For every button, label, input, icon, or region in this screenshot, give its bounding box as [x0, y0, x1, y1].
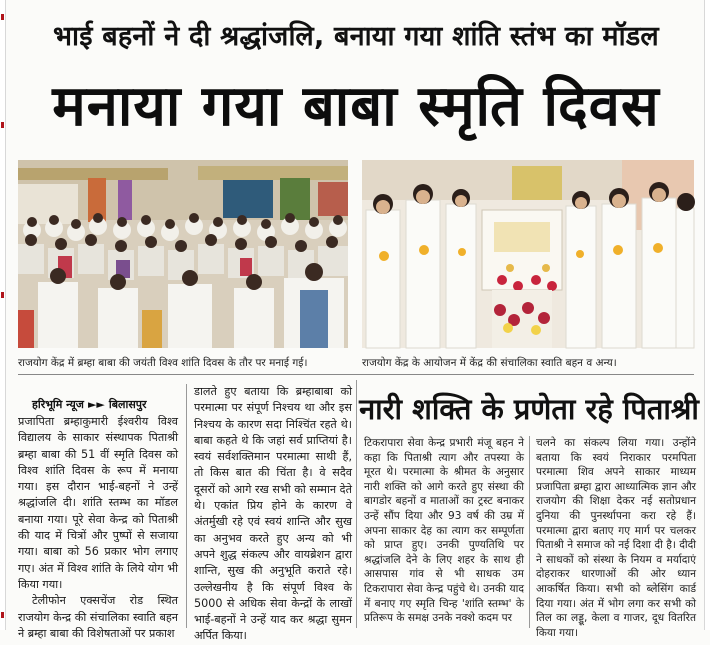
article-column: [18, 414, 178, 640]
paragraph: डालते हुए बताया कि ब्रम्हाबाबा को परमात्मा पर संपूर्ण निश्चय था और इस निश्चय के कारण सदा निश्चिंत रहते थे। बाबा कहते थे कि जहां सर्व प्राप्तियां है। स्वयं सर्वशक्तिमान परमात्मा साथी हैं, तो किस बात की चिंता है। वे सदैव दूसरों को आगे रख सभी को सम्मान देते थे। एकांत प्रिय होने के कारण वे अंतर्मुखी रहे एवं स्वयं शान्ति और सुख का अनुभव करते हुए अन्य को भी अपने शुद्ध संकल्प और वायब्रेशन द्वारा शान्ति, सुख की अनुभूति कराते रहे। उल्लेखनीय है कि संपूर्ण विश्व के 5000 से अधिक सेवा केन्द्रों के लाखों भाई-बहनों ने उन्हें याद कर श्रद्धा सुमन अर्पित किया।: [194, 385, 352, 643]
photo-gathering: [18, 160, 348, 348]
secondary-headline: नारी शक्ति के प्रणेता रहे पिताश्री: [359, 391, 699, 426]
news-location: बिलासपुर: [108, 398, 147, 411]
main-headline: मनाया गया बाबा स्मृति दिवस: [52, 74, 660, 139]
edge-mark: [1, 612, 4, 618]
paragraph: टिकरापारा सेवा केन्द्र प्रभारी मंजू बहन ने कहा कि पिताश्री त्याग और तपस्या के मूरत थे। परमात्मा के श्रीमत के अनुसार नारी शक्ति को आगे करते हुए संस्था की बागडोर बहनों व माताओं का ट्रस्ट बनाकर उन्हें सौंप दिया और 93 वर्ष की उम्र में अपना साकार देह का त्याग कर सम्पूर्णता को प्राप्त हुए। उनकी पुण्यतिथि पर श्रद्धांजलि देने के लिए शहर के साथ ही आसपास गांव से भी साधक उम टिकरापारा सेवा केन्द्र पहुंचे थे। उनकी याद में बनाए गए स्मृति चिन्ह 'शांति स्तम्भ' के प्रतिरूप के समक्ष उनके नक्शे कदम पर: [364, 437, 524, 625]
sub-headline: भाई बहनों ने दी श्रद्धांजलि, बनाया गया शांति स्तंभ का मॉडल: [53, 20, 659, 52]
edge-mark: [1, 14, 4, 20]
article-column: [194, 384, 352, 643]
divider: [18, 374, 694, 375]
paragraph: प्रजापिता ब्रम्हाकुमारी ईश्वरीय विश्व विद्यालय के साकार संस्थापक पिताश्री ब्रम्हा बाबा की 51 वीं स्मृति दिवस को विश्व शांति दिवस के रूप में मनाया गया। इस दौरान भाई-बहनों ने उन्हें श्रद्धांजलि दी। शांति स्तम्भ का मॉडल बनाया गया। पूरे सेवा केन्द्र को पिताश्री की याद में चित्रों और पुष्पों से सजाया गया। बाबा को 56 प्रकार भोग लगाए गए। अंत में विश्व शांति के लिये योग भी किया गया।: [18, 415, 178, 591]
column-divider: [529, 436, 530, 628]
edge-mark: [1, 122, 4, 128]
arrow-icon: ►►: [87, 398, 105, 411]
column-divider: [356, 380, 357, 628]
photo-ceremony: [362, 160, 694, 348]
photo-gathering-image: [18, 160, 348, 348]
paragraph: टेलीफोन एक्सचेंज रोड स्थित राजयोग केन्द्र की संचालिका स्वाति बहन ने ब्रम्हा बाबा की विशेषताओं पर प्रकाश: [18, 594, 178, 640]
paragraph: चलने का संकल्प लिया गया। उन्होंने बताया कि स्वयं निराकार परमपिता परमात्मा शिव अपने साकार माध्यम प्रजापिता ब्रम्हा द्वारा आध्यात्मिक ज्ञान और राजयोग की शिक्षा देकर नई सतोप्रधान दुनिया की पुनर्स्थापना करा रहे हैं। परमात्मा द्वारा बताए गए मार्ग पर चलकर पिताश्री ने समाज को नई दिशा दी है। दीदी ने साधकों को संस्था के नियम व मर्यादाएं दोहराकर धारणाओं की ओर ध्यान आकर्षित किया। सभी को ब्लेसिंग कार्ड दिया गया। अंत में भोग लगा कर सभी को तिल का लड्डू, केला व गाजर, दूध वितरित किया गया।: [536, 437, 696, 639]
photo-caption: राजयोग केंद्र के आयोजन में केंद्र की संचालिका स्वाति बहन व अन्य।: [362, 357, 617, 369]
photo-ceremony-image: [362, 160, 694, 348]
photo-caption: राजयोग केंद्र में ब्रम्हा बाबा की जयंती विश्व शांति दिवस के तौर पर मनाई गई।: [18, 357, 308, 369]
news-source: हरिभूमि न्यूज: [32, 398, 84, 411]
article-column: [364, 436, 524, 628]
article-column: [536, 436, 696, 639]
column-divider: [186, 384, 187, 628]
page-edge-left: [0, 0, 6, 630]
edge-mark: [1, 292, 4, 298]
page-edge-right: [704, 0, 710, 630]
